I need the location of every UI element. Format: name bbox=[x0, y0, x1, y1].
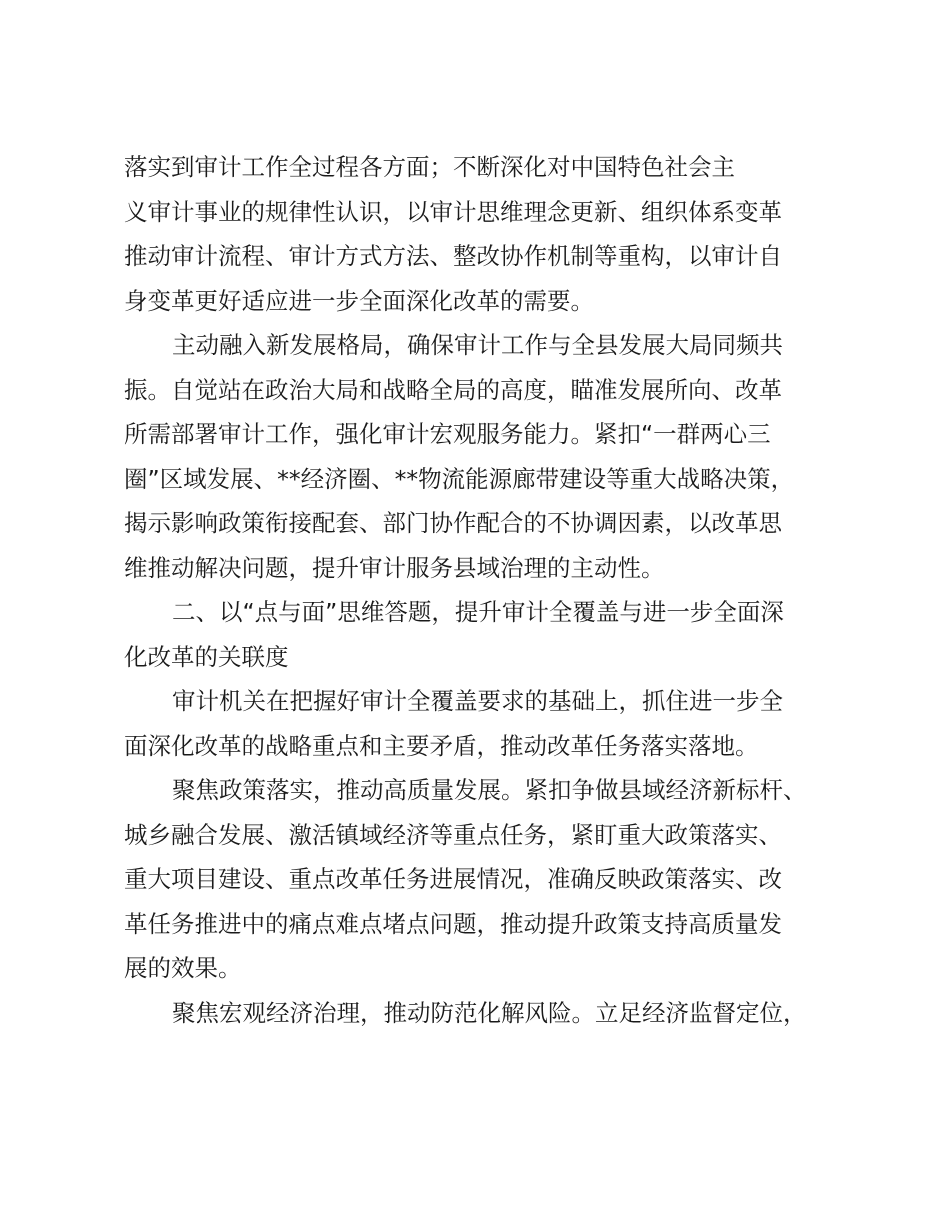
text-line: 展的效果。 bbox=[124, 954, 242, 982]
section-heading-line: 二、以“点与面”思维答题，提升审计全覆盖与进一步全面深 bbox=[172, 598, 784, 626]
paragraph-start-line: 主动融入新发展格局，确保审计工作与全县发展大局同频共 bbox=[172, 331, 783, 359]
text-line: 城乡融合发展、激活镇域经济等重点任务，紧盯重大政策落实、 bbox=[124, 820, 782, 849]
text-line: 落实到审计工作全过程各方面；不断深化对中国特色社会主 bbox=[124, 153, 735, 181]
text-line: 揭示影响政策衔接配套、部门协作配合的不协调因素，以改革思 bbox=[124, 509, 782, 537]
text-line: 重大项目建设、重点改革任务进展情况，准确反映政策落实、改 bbox=[124, 865, 782, 893]
paragraph-start-line: 聚焦宏观经济治理，推动防范化解风险。立足经济监督定位， bbox=[172, 998, 807, 1027]
document-body bbox=[124, 145, 840, 1035]
text-line: 振。自觉站在政治大局和战略全局的高度，瞄准发展所向、改革 bbox=[124, 375, 782, 404]
paragraph-start-line: 审计机关在把握好审计全覆盖要求的基础上，抓住进一步全 bbox=[172, 687, 783, 715]
text-line: 维推动解决问题，提升审计服务县域治理的主动性。 bbox=[124, 553, 665, 582]
section-heading-line: 化改革的关联度 bbox=[124, 642, 289, 671]
text-line: 所需部署审计工作，强化审计宏观服务能力。紧扣“一群两心三 bbox=[124, 420, 771, 448]
text-line: 圈”区域发展、**经济圈、**物流能源廊带建设等重大战略决策， bbox=[124, 464, 795, 493]
paragraph-start-line: 聚焦政策落实，推动高质量发展。紧扣争做县域经济新标杆、 bbox=[172, 776, 807, 804]
text-line: 推动审计流程、审计方式方法、整改协作机制等重构，以审计自 bbox=[124, 242, 782, 270]
text-line: 革任务推进中的痛点难点堵点问题，推动提升政策支持高质量发 bbox=[124, 909, 782, 938]
text-line: 面深化改革的战略重点和主要矛盾，推动改革任务落实落地。 bbox=[124, 731, 759, 760]
text-line: 义审计事业的规律性认识，以审计思维理念更新、组织体系变革 bbox=[124, 197, 782, 226]
text-line: 身变革更好适应进一步全面深化改革的需要。 bbox=[124, 286, 594, 315]
